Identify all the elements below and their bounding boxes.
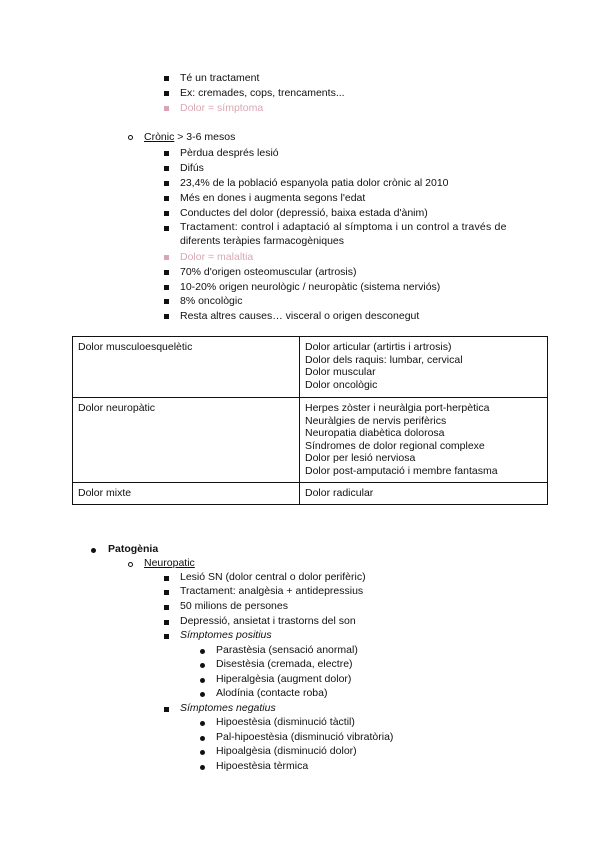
pain-types-table [72,336,548,505]
bullet-square [164,605,169,610]
bullet-square [164,211,169,216]
table-cell-line: Neuropatia diabètica dolorosa [305,427,445,439]
list-item: 70% d'origen osteomuscular (artrosis) [180,266,357,278]
bullet-dot [200,736,205,741]
table-cell-examples [300,337,548,398]
bullet-dot [200,765,205,770]
table-cell-line: Dolor oncològic [305,378,378,391]
list-item: Parastèsia (sensació anormal) [216,644,358,656]
table-cell-line: Dolor muscular [305,366,376,378]
chronic-label: Crònic [144,131,175,143]
bullet-square [164,590,169,595]
list-item-continuation: diferents teràpies farmacogèniques [180,235,345,247]
table-cell-examples [300,483,548,505]
chronic-suffix: > 3-6 mesos [174,131,236,143]
table-cell-line: Dolor radicular [305,487,374,499]
bullet-square [164,299,169,304]
bullet-dot [200,721,205,726]
positive-symptoms-heading: Símptomes positius [180,629,272,641]
list-item-highlight: Dolor = malaltia [180,251,254,263]
list-item: 50 milions de persones [180,600,288,612]
list-item: Hipoestèsia tèrmica [216,760,309,772]
bullet-square [164,576,169,581]
bullet-dot [200,692,205,697]
table-cell-examples [300,398,548,483]
list-item: 8% oncològic [180,295,243,307]
bullet-square [164,151,169,156]
table-cell-line: Dolor articular (artirtis i artrosis) [305,341,452,353]
list-item: Ex: cremades, cops, trencaments... [180,87,345,99]
bullet-dot [200,649,205,654]
table-cell-type: Dolor musculoesquelètic [73,337,300,398]
bullet-circle [128,135,133,140]
list-item: Hipoalgèsia (disminució dolor) [216,745,357,757]
table-cell-line: Dolor dels raquis: lumbar, cervical [305,353,463,366]
bullet-square [164,285,169,290]
list-item: Disestèsia (cremada, electre) [216,658,353,670]
table-cell-line: Síndromes de dolor regional complexe [305,439,485,452]
bullet-square [164,166,169,171]
subsection-heading: Neuropatic [144,557,195,569]
bullet-square [164,634,169,639]
table-row [73,483,548,505]
list-item: Hipoestèsia (disminució tàctil) [216,716,355,728]
bullet-square [164,620,169,625]
list-item: Té un tractament [180,72,260,84]
list-item: Depressió, ansietat i trastorns del son [180,615,356,627]
list-item: Resta altres causes… visceral o origen desconegut [180,310,420,322]
bullet-square [164,106,169,111]
table-cell-line: Neuràlgies de nervis perifèrics [305,414,447,427]
list-item: Alodínia (contacte roba) [216,687,328,699]
bullet-dot [200,663,205,668]
list-item: Difús [180,162,204,174]
list-item: Hiperalgèsia (augment dolor) [216,673,352,685]
table-cell-line: Herpes zòster i neuràlgia port-herpètica [305,402,490,414]
table-row [73,337,548,398]
list-item: Pal-hipoestèsia (disminució vibratòria) [216,731,394,743]
table-cell-type: Dolor neuropàtic [73,398,300,483]
bullet-dot [91,548,96,553]
bullet-dot [200,750,205,755]
table-row [73,398,548,483]
table-cell-type: Dolor mixte [73,483,300,505]
chronic-heading [144,131,235,144]
bullet-dot [200,678,205,683]
bullet-square [164,270,169,275]
bullet-square [164,314,169,319]
list-item: 23,4% de la població espanyola patia dolor crònic al 2010 [180,177,449,189]
negative-symptoms-heading: Símptomes negatius [180,702,276,714]
bullet-circle [128,562,133,567]
list-item-highlight: Dolor = símptoma [180,102,264,114]
bullet-square [164,255,169,260]
bullet-square [164,91,169,96]
list-item: Tractament: analgèsia + antidepressius [180,585,364,597]
bullet-square [164,196,169,201]
bullet-square [164,76,169,81]
list-item: 10-20% origen neurològic / neuropàtic (sistema nerviós) [180,281,441,293]
table-cell-line: Dolor post-amputació i membre fantasma [305,464,498,477]
list-item: Pèrdua després lesió [180,147,279,159]
list-item: Tractament: control i adaptació al símptoma i un control a través de [180,221,507,233]
list-item: Conductes del dolor (depressió, baixa estada d'ànim) [180,207,428,219]
bullet-square [164,226,169,231]
list-item: Lesió SN (dolor central o dolor perifèric) [180,571,366,583]
bullet-square [164,181,169,186]
section-heading: Patogènia [108,543,159,555]
bullet-square [164,707,169,712]
table-cell-line: Dolor per lesió nerviosa [305,452,416,464]
list-item: Més en dones i augmenta segons l'edat [180,192,366,204]
